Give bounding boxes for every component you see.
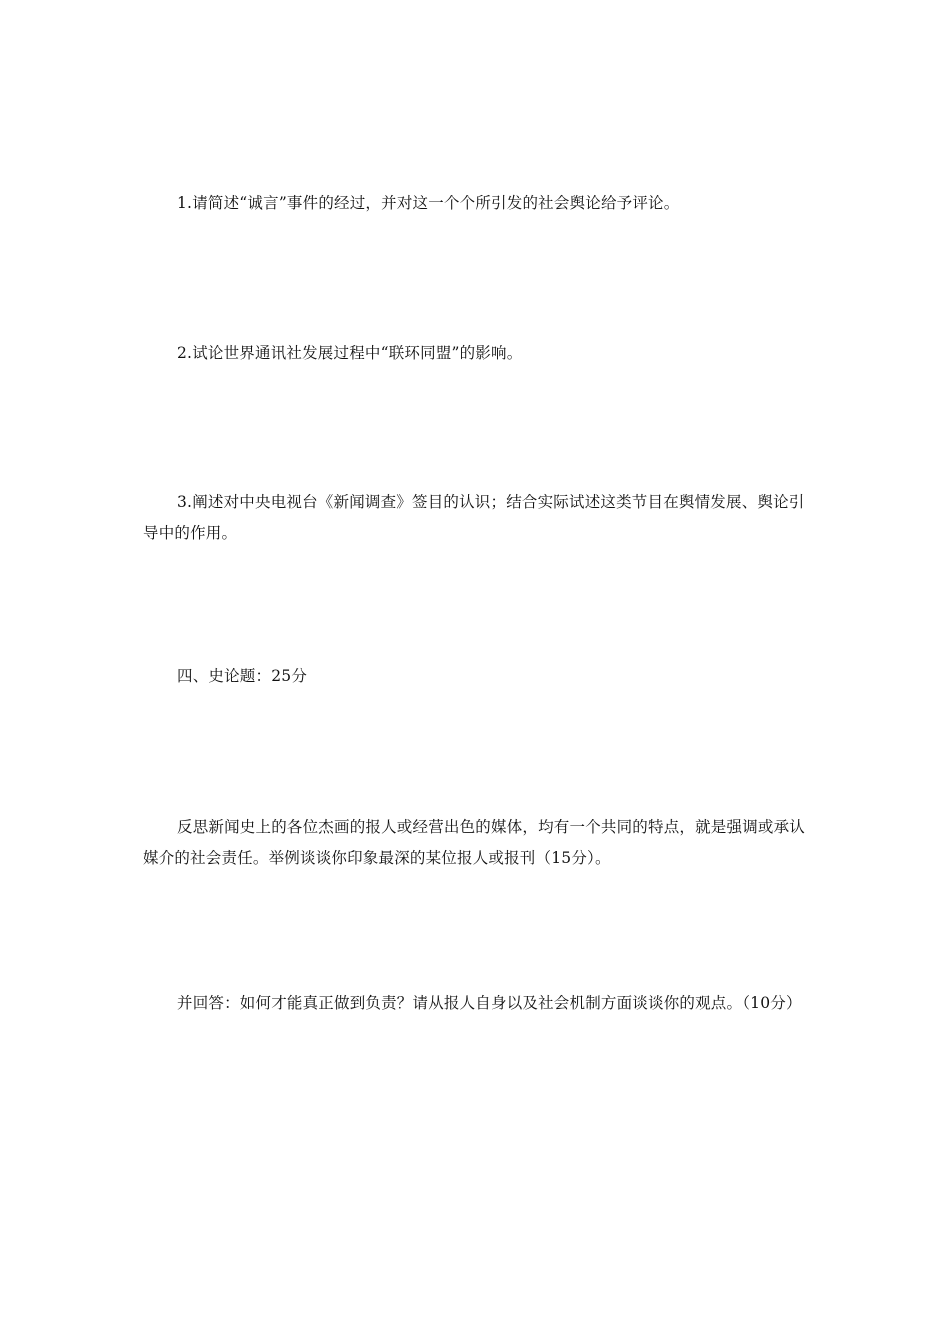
question-1: 1.请简述“诚言”事件的经过，并对这一个个所引发的社会舆论给予评论。 xyxy=(177,194,680,212)
question-2: 2.试论世界通讯社发展过程中“联环同盟”的影响。 xyxy=(177,344,523,362)
essay-followup: 并回答：如何才能真正做到负责？请从报人自身以及社会机制方面谈谈你的观点。（10分） xyxy=(177,994,802,1012)
essay-prompt: 反思新闻史上的各位杰画的报人或经营出色的媒体，均有一个共同的特点，就是强调或承认媒介的社会责任。举例谈谈你印象最深的某位报人或报刊（15分）。 xyxy=(143,818,806,867)
section-four-heading: 四、史论题：25分 xyxy=(177,667,308,685)
question-3: 3.阐述对中央电视台《新闻调查》签目的认识；结合实际试述这类节目在舆情发展、舆论引导中的作用。 xyxy=(143,493,805,542)
